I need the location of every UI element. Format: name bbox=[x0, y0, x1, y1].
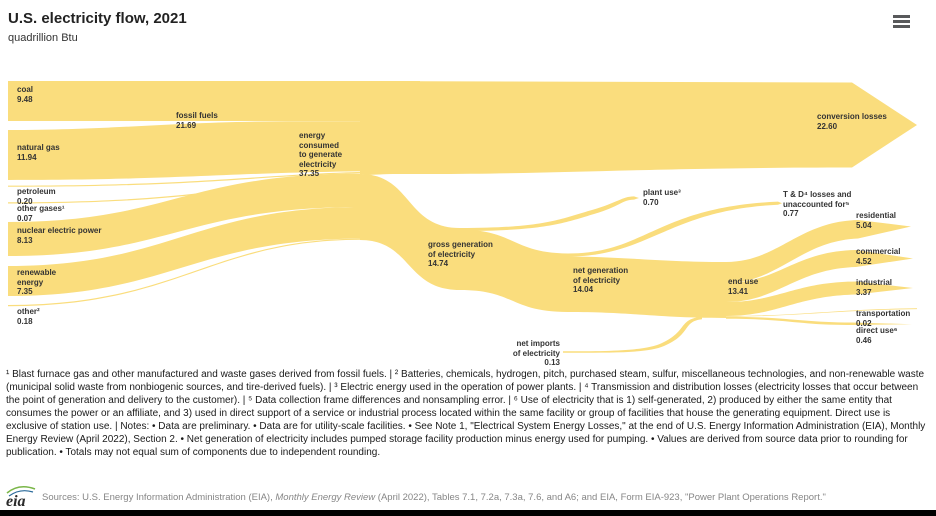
eia-logo-text: eia bbox=[6, 493, 26, 510]
node-label-natural-gas: natural gas 11.94 bbox=[17, 143, 60, 162]
node-label-td-losses: T & D⁴ losses and unaccounted for⁵ 0.77 bbox=[783, 190, 852, 219]
node-label-renewable: renewable energy 7.35 bbox=[17, 268, 57, 297]
node-label-plant-use: plant use³ 0.70 bbox=[643, 188, 681, 207]
footnotes: ¹ Blast furnace gas and other manufactured and waste gases derived from fossil fuels. | ² Batteries, chemicals, hydrogen, pitch, purchased steam, sulfur, miscellaneous technologies, and non-renewable waste (municipal solid waste from nonbiogenic sources, and tire-derived fuels). | ³ Electric energy used in the operation of power plants. | ⁴ Transmission and distribution losses (electricity losses that occur between the point of generation and delivery to the customer). | ⁵ Data collection frame differences and nonsampling error. | ⁶ Use of electricity that is 1) self-generated, 2) produced by either the same entity that consumes the power or an affiliate, and 3) used in direct support of a service or industrial process located within the same facility or group of facilities that house the generating equipment. Direct use is exclusive of station use. | Notes: • Data are preliminary. • Data are for utility-scale facilities. • See Note 1, "Electrical System Energy Losses," at the end of U.S. Energy Information Administration (EIA), Monthly Energy Review (April 2022), Section 2. • Net generation of electricity includes pumped storage facility production minus energy used for pumping. • Values are derived from source data prior to rounding for publication. • Totals may not equal sum of components due to independent rounding. bbox=[6, 369, 926, 458]
flow-energy-to-gross-generation[interactable] bbox=[360, 174, 460, 290]
node-label-other-gases: other gases¹ 0.07 bbox=[17, 204, 65, 223]
node-label-net-generation: net generation of electricity 14.04 bbox=[573, 266, 629, 295]
node-label-other: other² 0.18 bbox=[17, 307, 40, 326]
node-label-net-imports: net imports of electricity 0.13 bbox=[512, 339, 560, 368]
node-label-nuclear: nuclear electric power 8.13 bbox=[17, 226, 102, 245]
flow-plant-use[interactable] bbox=[460, 196, 639, 231]
node-label-commercial: commercial 4.52 bbox=[856, 247, 901, 266]
bottom-border bbox=[0, 510, 936, 516]
node-label-fossil-fuels: fossil fuels 21.69 bbox=[176, 111, 218, 130]
node-label-conversion-losses: conversion losses 22.60 bbox=[817, 112, 887, 131]
eia-logo bbox=[4, 482, 40, 510]
node-label-direct-use: direct use⁶ 0.46 bbox=[856, 326, 898, 345]
node-label-gross-generation: gross generation of electricity 14.74 bbox=[428, 240, 493, 269]
node-label-energy-consumed: energy consumed to generate electricity 37.35 bbox=[299, 131, 343, 179]
page-title: U.S. electricity flow, 2021 bbox=[8, 10, 187, 27]
page-subtitle: quadrillion Btu bbox=[8, 32, 78, 44]
flow-net-imports[interactable] bbox=[563, 317, 702, 353]
node-label-residential: residential 5.04 bbox=[856, 211, 897, 230]
sources-line: Sources: U.S. Energy Information Administration (EIA), Monthly Energy Review (April 2022), Tables 7.1, 7.2a, 7.3a, 7.6, and A6; and EIA, Form EIA-923, "Power Plant Operations Report." bbox=[42, 492, 826, 503]
node-label-petroleum: petroleum 0.20 bbox=[17, 187, 56, 206]
node-label-end-use: end use 13.41 bbox=[728, 277, 759, 296]
node-label-industrial: industrial 3.37 bbox=[856, 278, 893, 297]
node-label-coal: coal 9.48 bbox=[17, 85, 34, 104]
node-label-transportation: transportation 0.02 bbox=[856, 309, 911, 328]
